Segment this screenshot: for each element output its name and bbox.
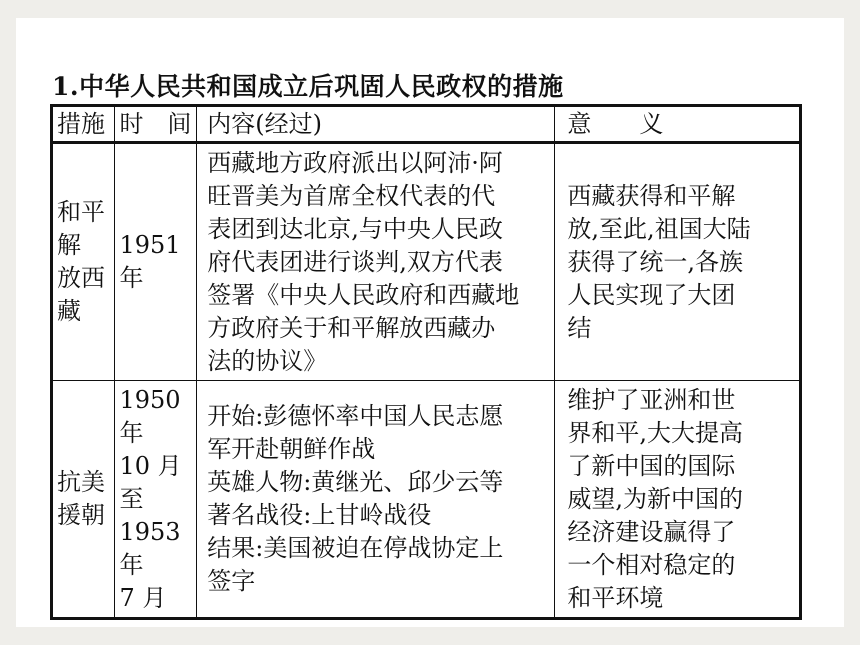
section-heading: 1.中华人民共和国成立后巩固人民政权的措施 bbox=[52, 72, 564, 101]
header-content: 内容(经过) bbox=[197, 106, 555, 143]
time-cell: 1950 年 10 月至 1953 年 7 月 bbox=[115, 381, 197, 619]
header-time: 时 间 bbox=[115, 106, 197, 143]
time-cell: 1951 年 bbox=[115, 143, 197, 381]
header-measure: 措施 bbox=[52, 106, 115, 143]
header-meaning: 意 义 bbox=[555, 106, 801, 143]
measures-table bbox=[50, 104, 802, 620]
content-cell: 开始:彭德怀率中国人民志愿 军开赴朝鲜作战 英雄人物:黄继光、邱少云等 著名战役:上甘岭战役 结果:美国被迫在停战协定上 签字 bbox=[197, 381, 555, 619]
measure-cell: 和平 解 放西 藏 bbox=[52, 143, 115, 381]
measure-cell: 抗美 援朝 bbox=[52, 381, 115, 619]
meaning-cell: 维护了亚洲和世 界和平,大大提高 了新中国的国际 威望,为新中国的 经济建设赢得了 一个相对稳定的 和平环境 bbox=[555, 381, 801, 619]
meaning-cell: 西藏获得和平解 放,至此,祖国大陆 获得了统一,各族 人民实现了大团 结 bbox=[555, 143, 801, 381]
content-cell: 西藏地方政府派出以阿沛·阿 旺晋美为首席全权代表的代 表团到达北京,与中央人民政 府代表团进行谈判,双方代表 签署《中央人民政府和西藏地 方政府关于和平解放西藏办 法的协议》 bbox=[197, 143, 555, 381]
table-row bbox=[52, 381, 801, 619]
table-row bbox=[52, 143, 801, 381]
table-header-row bbox=[52, 106, 801, 143]
